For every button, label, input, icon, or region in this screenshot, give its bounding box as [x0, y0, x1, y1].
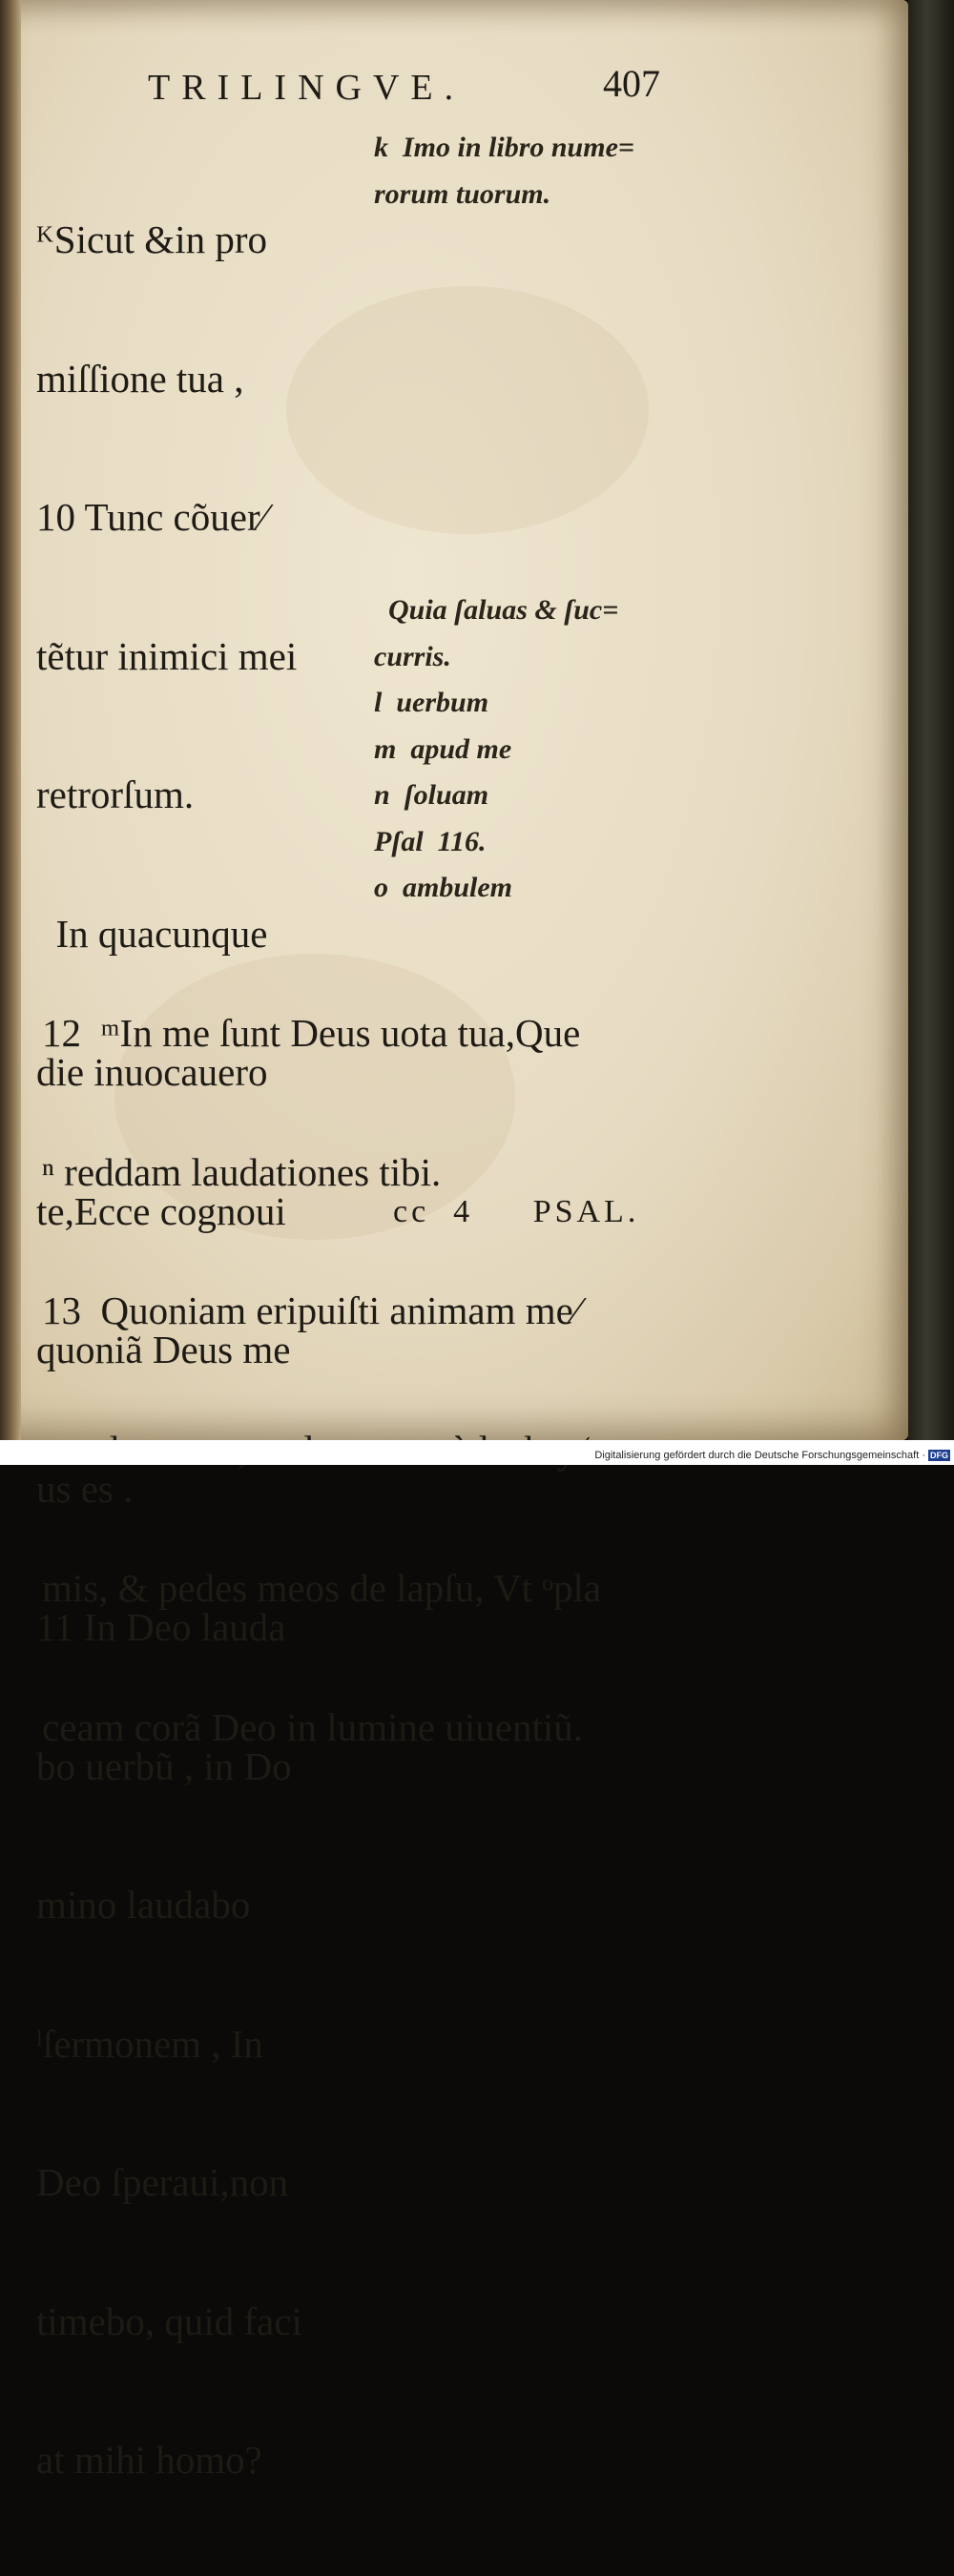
main-line: timebo, quid faci: [36, 2298, 302, 2343]
main-line: at mihi homo?: [36, 2438, 262, 2482]
running-title: TRILINGVE.: [148, 68, 466, 108]
credit-label: Digitalisierung gefördert durch die Deutsche Forschungsgemeinschaft ·: [594, 1449, 925, 1461]
page-footer: [393, 1194, 639, 1230]
signature-mark: cc 4: [393, 1194, 474, 1229]
dfg-logo-icon: DFG: [930, 1451, 948, 1460]
wide-line: ceam corã Deo in lumine uiuentiũ.: [42, 1704, 583, 1749]
main-line: 11 In Deo lauda: [36, 1605, 286, 1649]
gloss-line: curris.: [374, 640, 451, 672]
gloss-line: m apud me: [374, 732, 512, 765]
main-line: retrorſum.: [36, 773, 195, 816]
main-line: Deo ſperaui,non: [36, 2160, 289, 2204]
main-line: miſſione tua ,: [36, 356, 244, 401]
wide-line: mis, & pedes meos de lapſu, Vt ᵒpla: [42, 1566, 602, 1610]
full-width-text: [42, 917, 710, 1843]
wide-line: 12 ᵐIn me ſunt Deus uota tua,Que: [42, 1011, 581, 1055]
gloss-line: o ambulem: [374, 872, 513, 903]
gloss-line: k Imo in libro nume=: [374, 132, 634, 163]
page-edge: [908, 0, 954, 1465]
gloss-line: Quia ſaluas & ſuc=: [374, 594, 619, 626]
wide-line: ⁿ reddam laudationes tibi.: [42, 1149, 442, 1194]
credit-text: [594, 1450, 950, 1461]
gloss-line: l uerbum: [374, 687, 489, 718]
main-line: In quacunque: [36, 911, 268, 956]
main-line: bo uerbũ , in Do: [36, 1743, 292, 1788]
credit-bar: [0, 1440, 954, 1465]
main-line: die inuocauero: [36, 1050, 268, 1094]
main-line: us es .: [36, 1466, 134, 1511]
main-line: quoniã Deus me: [36, 1328, 291, 1371]
main-line: ˡſermonem , In: [36, 2021, 263, 2066]
wide-line: 13 Quoniam eripuiſti animam me⁄: [42, 1288, 580, 1332]
book-gutter: [0, 0, 21, 1440]
main-line: te,Ecce cognoui: [36, 1188, 286, 1233]
main-line: mino laudabo: [36, 1883, 251, 1927]
gloss-line: Pſal 116.: [374, 825, 487, 857]
gloss-line: rorum tuorum.: [374, 177, 551, 210]
main-line: tẽtur inimici mei: [36, 633, 298, 678]
gloss-line: n ſoluam: [374, 779, 489, 811]
main-line: ᴷSicut &in pro: [36, 217, 267, 261]
page-number: 407: [603, 62, 660, 105]
catchword: PSAL.: [532, 1194, 640, 1229]
main-line: 10 Tunc cõuer⁄: [36, 495, 267, 539]
